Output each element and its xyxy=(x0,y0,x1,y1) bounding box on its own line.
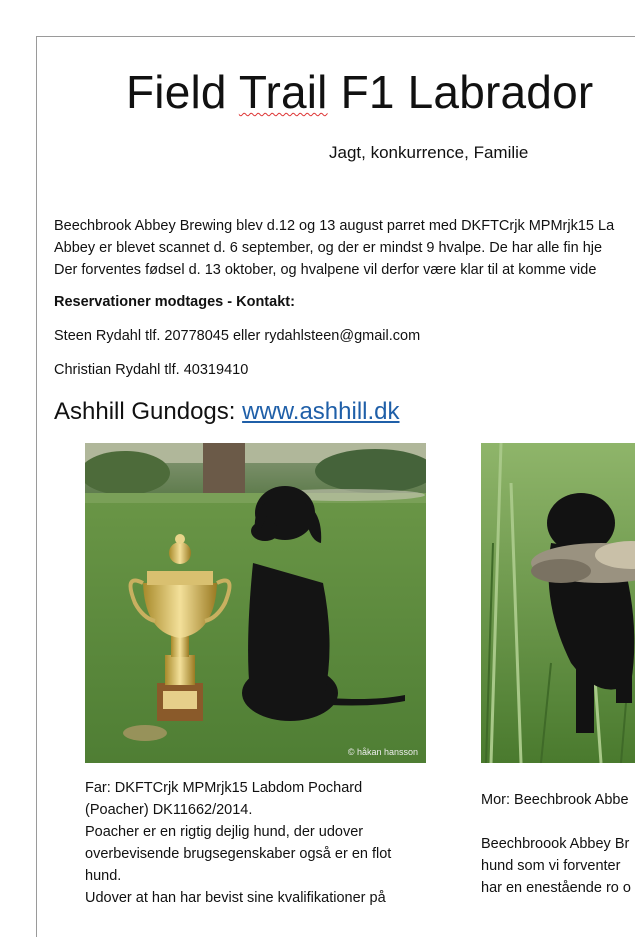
kennel-heading xyxy=(54,398,400,426)
contact-line-steen: Steen Rydahl tlf. 20778045 eller rydahlsteen@gmail.com xyxy=(54,328,421,344)
caption-line: (Poacher) DK11662/2014. xyxy=(85,802,253,818)
intro-line: Beechbrook Abbey Brewing blev d.12 og 13 august parret med DKFTCrjk MPMrjk15 La xyxy=(54,218,615,234)
mother-dog-image xyxy=(481,443,635,763)
contact-line-christian: Christian Rydahl tlf. 40319410 xyxy=(54,362,249,378)
caption-line: hund. xyxy=(85,868,122,884)
intro-line: Abbey er blevet scannet d. 6 september, og der er mindst 9 hvalpe. De har alle fin hje xyxy=(54,240,603,256)
document-title: Field Trail F1 Labrador xyxy=(126,66,594,118)
caption-line: Far: DKFTCrjk MPMrjk15 Labdom Pochard xyxy=(85,780,363,796)
caption-line: Beechbroook Abbey Br xyxy=(481,836,630,852)
caption-line: Poacher er en rigtig dejlig hund, der udover xyxy=(85,824,364,840)
mother-caption xyxy=(481,789,631,899)
intro-line: Der forventes fødsel d. 13 oktober, og hvalpene vil derfor være klar til at komme vide xyxy=(54,262,597,278)
mother-dog-photo xyxy=(481,443,635,763)
spellcheck-word: Trail xyxy=(238,66,328,118)
father-dog-image xyxy=(85,443,426,763)
caption-line xyxy=(481,811,631,833)
caption-line: Mor: Beechbrook Abbe xyxy=(481,792,629,808)
kennel-label: Ashhill Gundogs: xyxy=(54,398,243,425)
contact-heading: Reservationer modtages - Kontakt: xyxy=(54,294,295,310)
father-dog-photo xyxy=(85,443,426,763)
caption-line: hund som vi forventer xyxy=(481,858,621,874)
caption-line: har en enestående ro o xyxy=(481,880,631,896)
father-caption xyxy=(85,777,391,909)
document-subtitle: Jagt, konkurrence, Familie xyxy=(329,143,529,162)
photo-credit: © håkan hansson xyxy=(347,747,418,757)
intro-paragraph xyxy=(54,215,614,281)
caption-line: Udover at han har bevist sine kvalifikationer på xyxy=(85,890,386,906)
document-page xyxy=(36,36,635,937)
caption-line: overbevisende brugsegenskaber også er en flot xyxy=(85,846,392,862)
kennel-link[interactable]: www.ashhill.dk xyxy=(242,398,400,425)
